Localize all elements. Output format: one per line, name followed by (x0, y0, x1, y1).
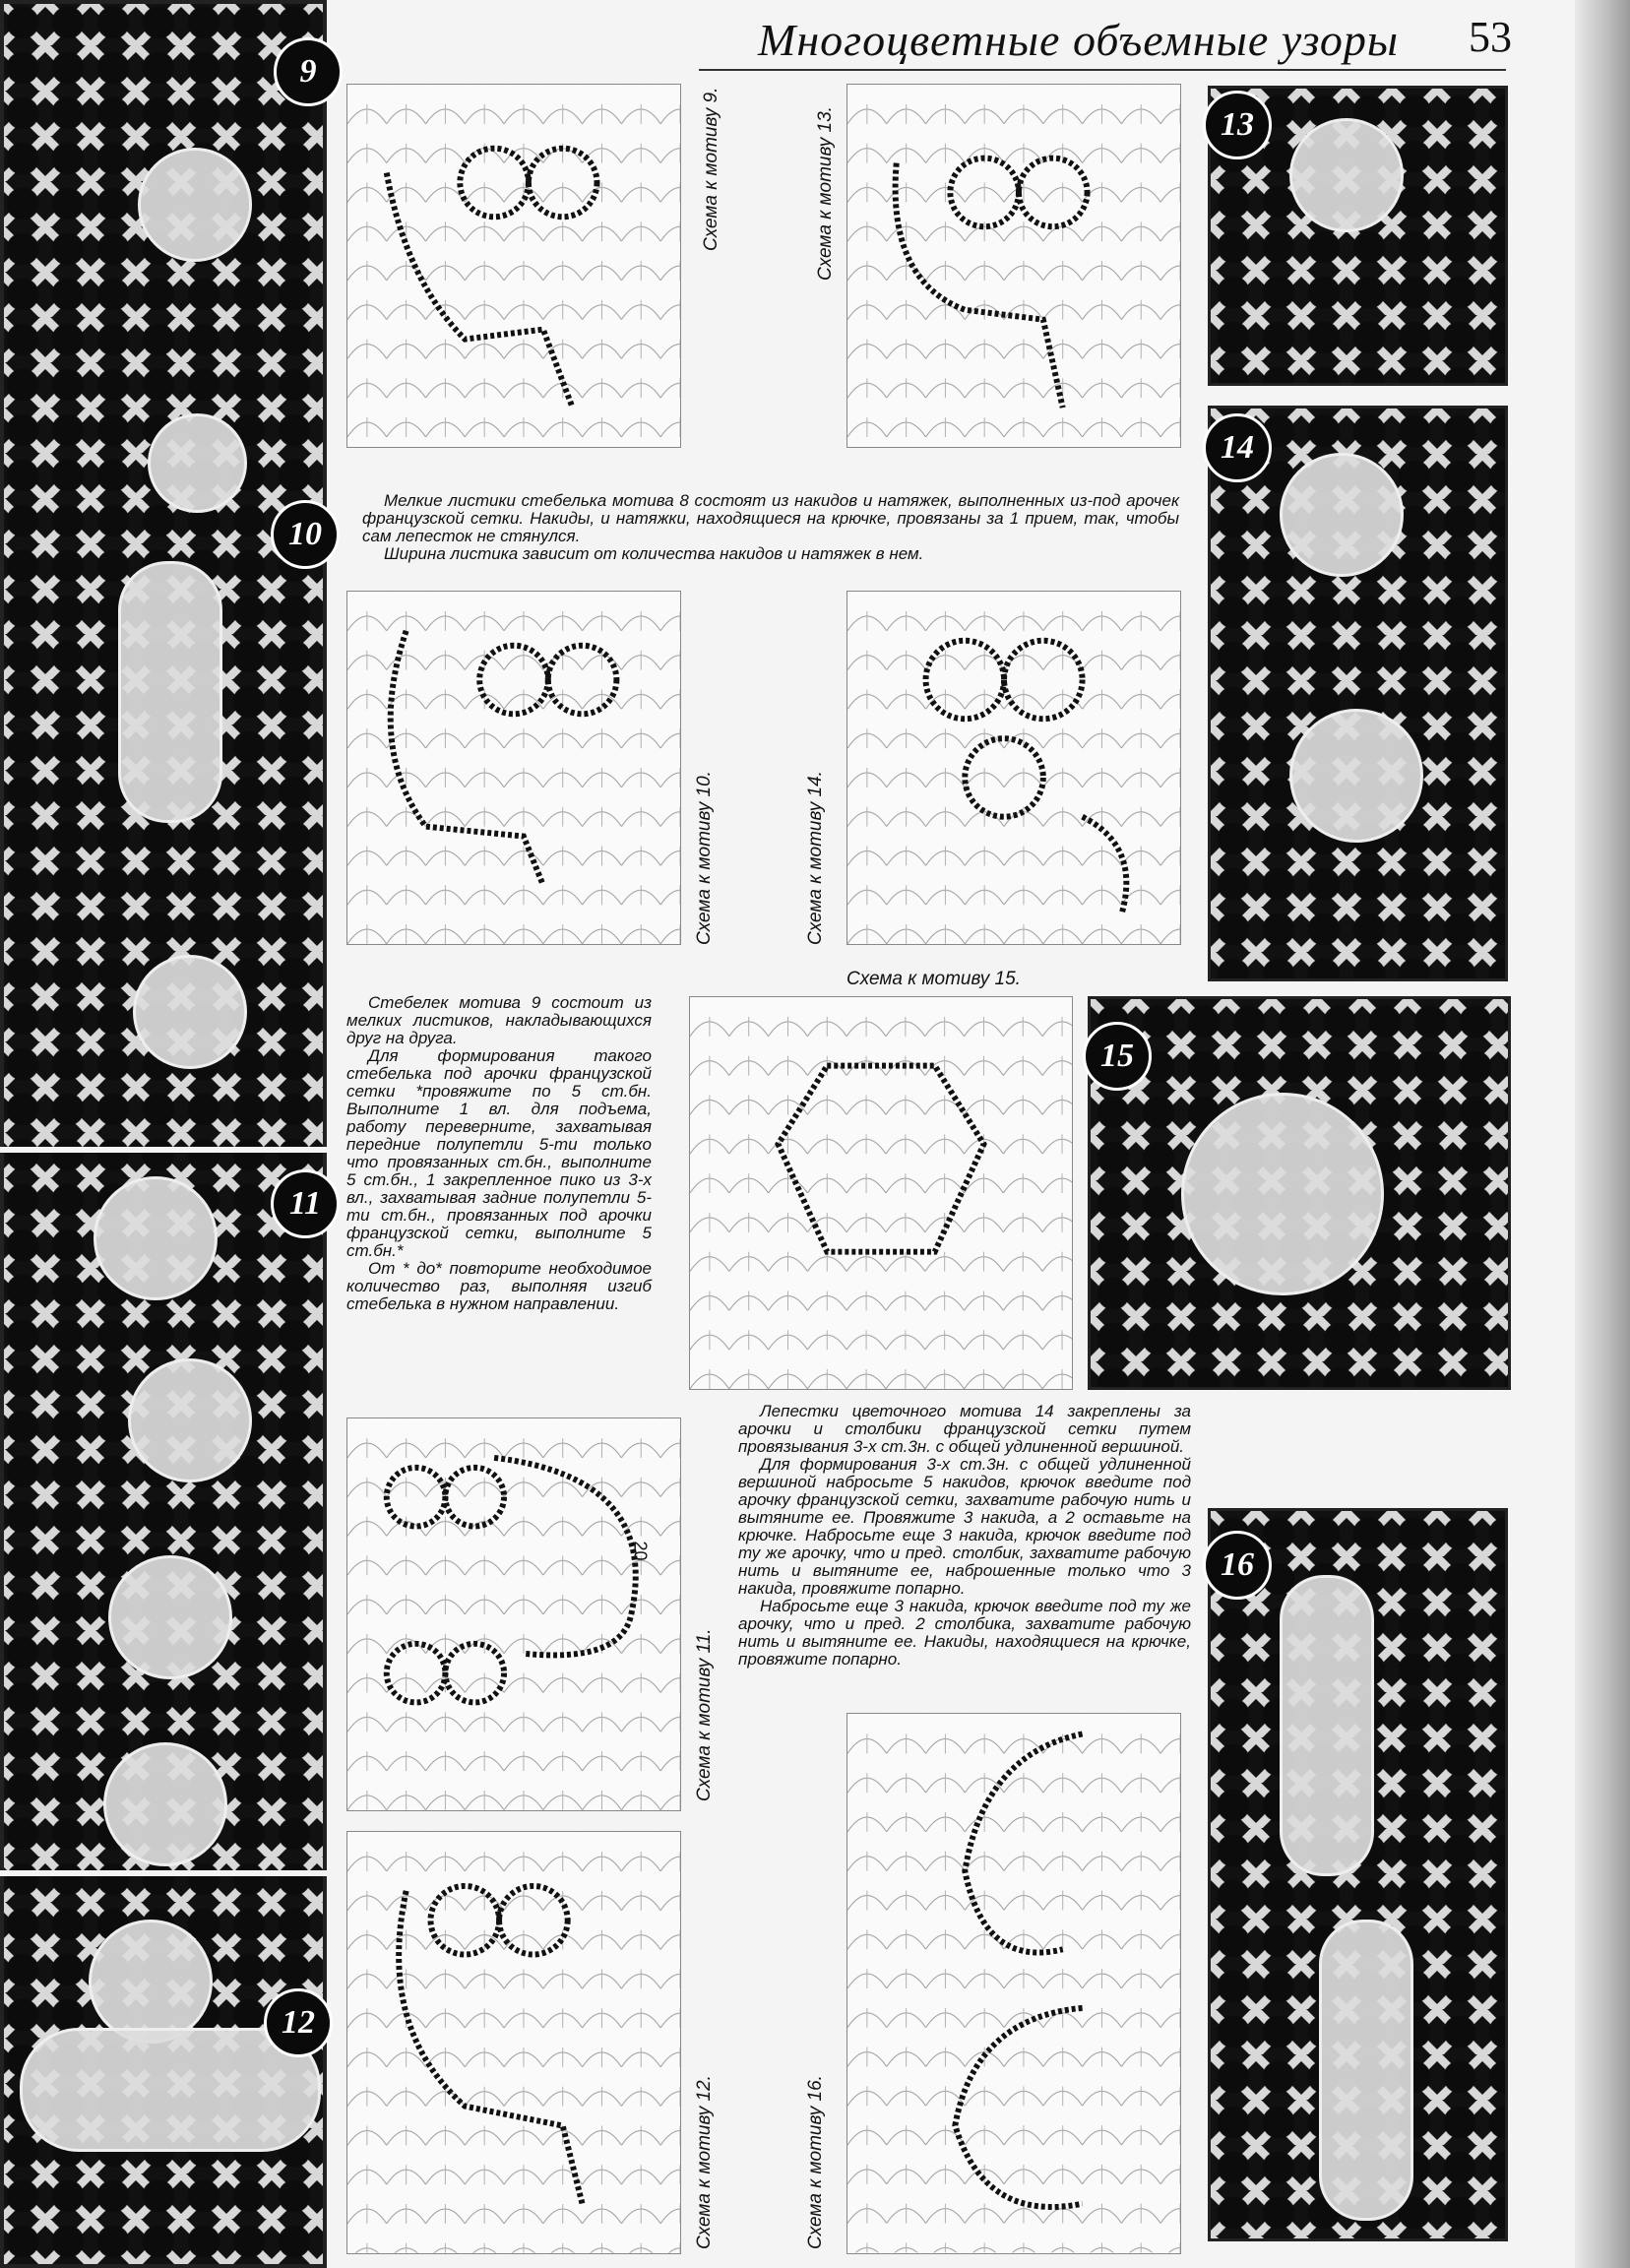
diagram-number-20: 20 (630, 1541, 651, 1561)
text-petals (738, 1403, 1191, 1669)
text-petals-p3: Набросьте еще 3 накида, крючок введите под ту же арочку, что и пред. 2 столбика, захватите рабочую нить и вытяните ее. Накиды, находящиеся на крючке, провяжите попарно. (738, 1597, 1191, 1669)
motif-badge-14: 14 (1203, 413, 1272, 482)
motif-10-flower-2 (133, 955, 247, 1069)
motif-10-flower (148, 413, 247, 513)
page-spine-shadow (1575, 0, 1630, 2268)
motif-14-flower-2 (1289, 709, 1423, 843)
text-stem-p3: От * до* повторите необходимое количество раз, выполняя изгиб стебелька в нужном направлении. (346, 1259, 652, 1313)
diagram-motif-12 (346, 1831, 681, 2254)
diagram-motif-15 (689, 996, 1073, 1390)
motif-11-flower-3 (108, 1555, 232, 1679)
motif-badge-15: 15 (1083, 1022, 1152, 1091)
diagram-motif-9 (346, 84, 681, 448)
text-leaves-p2: Ширина листика зависит от количества накидов и натяжек в нем. (384, 544, 924, 563)
label-schema-12: Схема к мотиву 12. (694, 2075, 715, 2249)
motif-15-flower (1181, 1093, 1384, 1295)
motif-11-flower-4 (103, 1742, 227, 1866)
diagram-motif-10 (346, 591, 681, 945)
text-petals-p2: Для формирования 3-х ст.3н. с общей удлиненной вершиной набросьте 5 накидов, крючок введите под арочку французской сетки, захватите рабочую нить и вытяните ее. Провяжите 3 накида, а 2 оставьте на крючке. Набросьте еще 3 накида, крючок введите под ту же арочку, что и пред. столбик, захватите рабочую нить и вытяните ее, наброшенные только что 3 накида, провяжите попарно. (738, 1455, 1191, 1598)
diagram-motif-16 (846, 1713, 1181, 2254)
label-schema-13: Схема к мотиву 13. (815, 106, 836, 281)
motif-11-flower-2 (128, 1358, 252, 1482)
motif-11-flower-1 (94, 1176, 218, 1300)
motif-13-flower (1289, 118, 1404, 232)
text-stem-p1: Стебелек мотива 9 состоит из мелких листиков, накладывающихся друг на друга. (346, 993, 652, 1047)
text-leaves-p1: Мелкие листики стебелька мотива 8 состоят из накидов и натяжек, выполненных из-под арочек французской сетки. Накиды, и натяжки, находящиеся на крючке, провязаны за 1 прием, так, чтобы сам лепесток не стянулся. (362, 491, 1179, 545)
motif-badge-9: 9 (274, 37, 343, 106)
motif-badge-11: 11 (271, 1169, 340, 1238)
label-schema-14: Схема к мотиву 14. (805, 771, 826, 945)
motif-16-stem-1 (1280, 1575, 1374, 1876)
motif-12-flower (89, 1920, 213, 2044)
label-schema-15: Схема к мотиву 15. (846, 969, 1021, 989)
motif-badge-16: 16 (1203, 1531, 1272, 1600)
motif-badge-10: 10 (271, 500, 340, 569)
page-number: 53 (1469, 13, 1512, 61)
photo-separator (0, 1870, 327, 1876)
motif-10-stem (118, 561, 222, 823)
diagram-motif-11 (346, 1418, 681, 1811)
text-stem (346, 994, 652, 1313)
motif-16-stem-2 (1319, 1920, 1413, 2221)
text-leaves (362, 492, 1179, 563)
motif-badge-12: 12 (264, 1988, 333, 2057)
label-schema-16: Схема к мотиву 16. (805, 2075, 826, 2249)
text-petals-p1: Лепестки цветочного мотива 14 закреплены за арочки и столбики французской сетки путем провязывания 3-х ст.3н. с общей удлиненной вершиной. (738, 1402, 1191, 1456)
label-schema-11: Схема к мотиву 11. (694, 1628, 715, 1801)
diagram-motif-13 (846, 84, 1181, 448)
photo-separator (0, 1147, 327, 1153)
diagram-motif-14 (846, 591, 1181, 945)
text-stem-p2: Для формирования такого стебелька под арочки французской сетки *провяжите по 5 ст.бн. Выполните 1 вл. для подъема, работу переверните, захватывая передние полупетли 5-ти только что провязанных ст.бн., выполните 5 ст.бн., 1 закрепленное пико из 3-х вл., захватывая задние полупетли 5-ти ст.бн., провязанных под арочки французской сетки, выполните 5 ст.бн.* (346, 1046, 652, 1260)
label-schema-10: Схема к мотиву 10. (694, 771, 715, 945)
motif-14-flower-1 (1280, 453, 1404, 577)
motif-9-flower (138, 148, 252, 262)
motif-badge-13: 13 (1203, 91, 1272, 159)
page-header-title: Многоцветные объемные узоры (758, 15, 1400, 65)
header-rule (699, 69, 1506, 71)
label-schema-9: Схема к мотиву 9. (701, 87, 721, 251)
